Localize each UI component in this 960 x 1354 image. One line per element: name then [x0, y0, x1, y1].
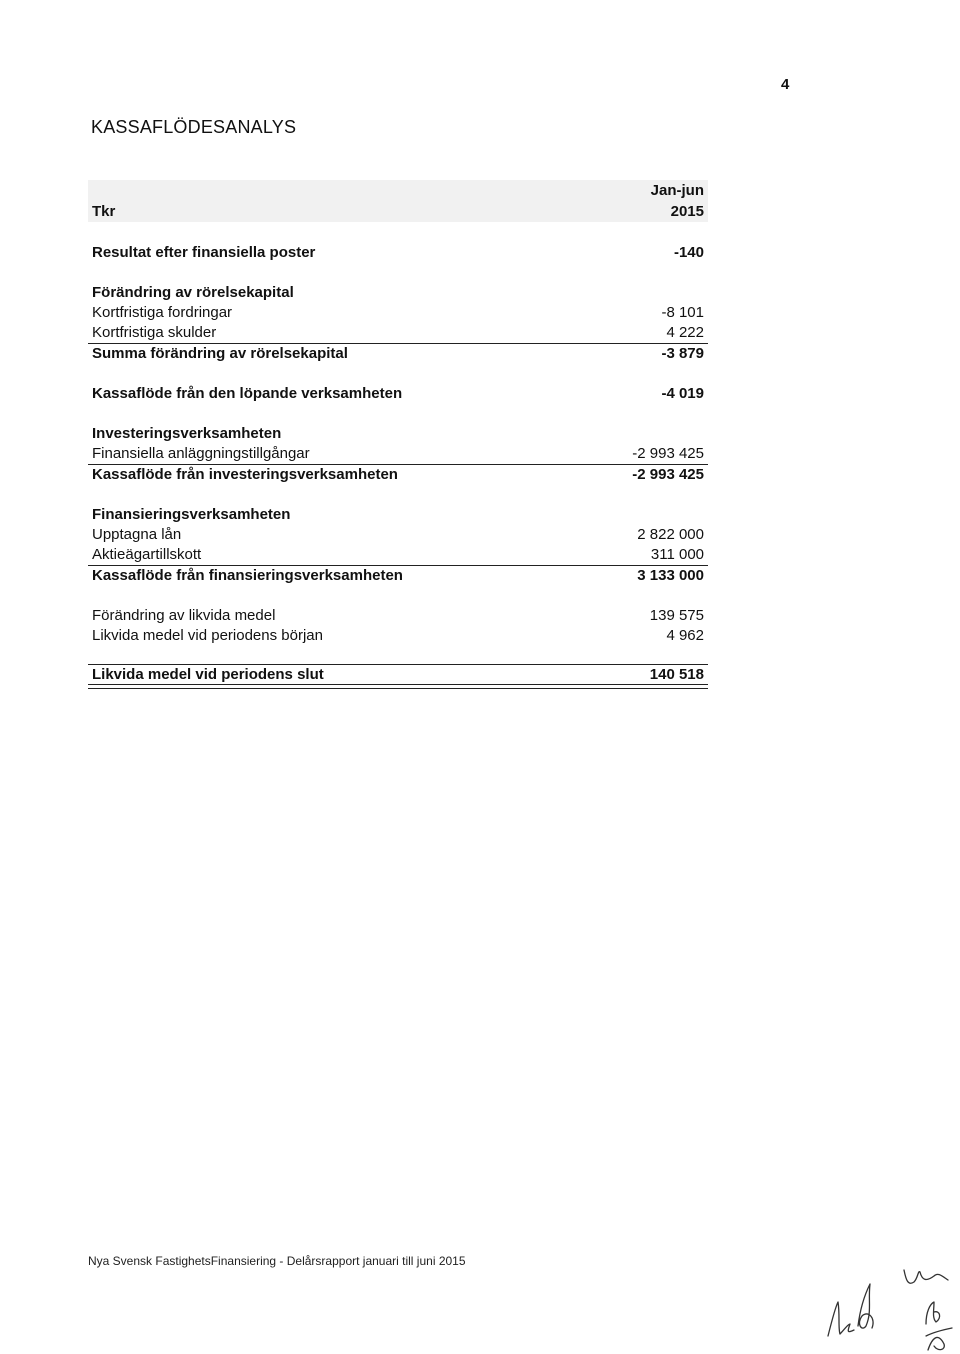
grand-total-row [88, 665, 708, 685]
row-value: -3 879 [661, 345, 704, 362]
page-number: 4 [781, 76, 790, 93]
signature-initials-pz [828, 1302, 854, 1336]
row-label: Upptagna lån [92, 526, 182, 543]
total-row [88, 465, 708, 485]
row-label: Kortfristiga skulder [92, 324, 217, 341]
row-value: 3 133 000 [637, 567, 704, 584]
table-row [88, 444, 708, 464]
section-heading [88, 283, 708, 303]
row-label: Finansiella anläggningstillgångar [92, 445, 310, 462]
row-label: Förändring av rörelsekapital [92, 284, 294, 301]
row-value: 2 822 000 [637, 526, 704, 543]
row-value: -4 019 [661, 385, 704, 402]
double-underline [88, 684, 708, 689]
row-label: Kassaflöde från finansieringsverksamheten [92, 567, 403, 584]
row-label: Resultat efter finansiella poster [92, 244, 316, 261]
table-row [88, 243, 708, 263]
unit-label: Tkr [92, 203, 116, 220]
table-row [88, 545, 708, 565]
subtotal-row [88, 344, 708, 364]
row-label: Investeringsverksamheten [92, 425, 282, 442]
handwritten-signatures [822, 1240, 960, 1354]
section-heading [88, 505, 708, 525]
row-label: Likvida medel vid periodens början [92, 627, 323, 644]
row-label: Likvida medel vid periodens slut [92, 666, 324, 683]
table-row [88, 606, 708, 626]
row-value: -2 993 425 [632, 445, 704, 462]
row-label: Summa förändring av rörelsekapital [92, 345, 348, 362]
total-row [88, 384, 708, 404]
row-value: 4 222 [666, 324, 704, 341]
page-title: KASSAFLÖDESANALYS [91, 117, 297, 137]
section-heading [88, 424, 708, 444]
row-label: Aktieägartillskott [92, 546, 202, 563]
table-row [88, 626, 708, 646]
footer-text: Nya Svensk FastighetsFinansiering - Delårsrapport januari till juni 2015 [88, 1254, 466, 1268]
row-label: Kassaflöde från den löpande verksamheten [92, 385, 403, 402]
row-label: Finansieringsverksamheten [92, 506, 291, 523]
row-value: 139 575 [649, 607, 704, 624]
row-value: -2 993 425 [632, 466, 704, 483]
row-value: 4 962 [666, 627, 704, 644]
table-row [88, 323, 708, 343]
year-label: 2015 [670, 203, 704, 220]
row-value: -140 [673, 244, 704, 261]
row-value: 140 518 [649, 666, 704, 683]
row-label: Kortfristiga fordringar [92, 304, 233, 321]
row-value: -8 101 [661, 304, 704, 321]
signature-initials-ul [904, 1270, 948, 1283]
row-label: Kassaflöde från investeringsverksamheten [92, 466, 398, 483]
period-label: Jan-jun [650, 182, 704, 199]
table-row [88, 525, 708, 545]
signature-initials-ab-1 [858, 1284, 873, 1328]
row-label: Förändring av likvida medel [92, 607, 276, 624]
table-row [88, 303, 708, 323]
signature-initials-ab-2 [926, 1302, 952, 1350]
row-value: 311 000 [650, 546, 704, 563]
total-row [88, 566, 708, 586]
table-header-band [88, 180, 708, 222]
